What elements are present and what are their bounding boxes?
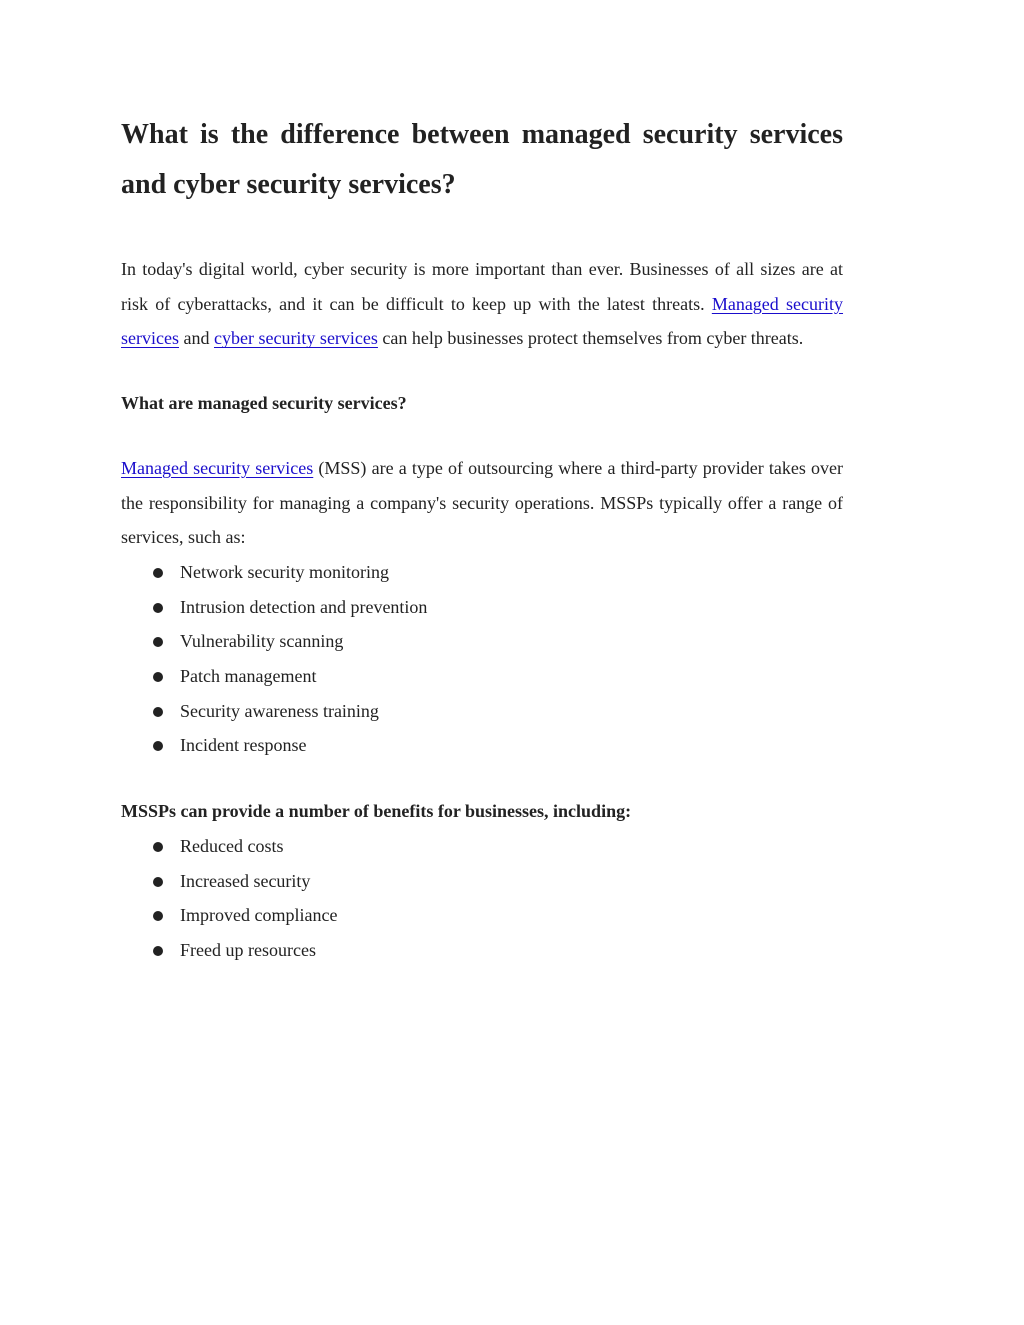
bullet-icon	[153, 741, 163, 751]
list-item-label: Freed up resources	[180, 939, 316, 960]
list-item	[121, 829, 843, 864]
cyber-security-services-link[interactable]: cyber security services	[213, 328, 378, 349]
bullet-icon	[153, 946, 163, 956]
list-item	[121, 659, 843, 694]
list-item-label: Network security monitoring	[180, 561, 389, 582]
list-item-label: Vulnerability scanning	[180, 631, 344, 652]
list-item	[121, 864, 843, 899]
list-item-label: Improved compliance	[180, 905, 338, 926]
managed-security-services-link-2[interactable]: Managed security services	[121, 457, 314, 478]
bullet-icon	[153, 707, 163, 717]
list-item	[121, 555, 843, 590]
section-heading-mss: What are managed security services?	[121, 393, 407, 414]
section-heading-benefits: MSSPs can provide a number of benefits for businesses, including:	[121, 801, 632, 822]
list-item-label: Security awareness training	[180, 700, 379, 721]
list-item-label: Increased security	[180, 870, 311, 891]
mss-paragraph-text: (MSS) are a type of outsourcing where a third-party provider takes over the responsibility for managing a company's security operations. MSSPs typically offer a range of services, such as:	[121, 457, 843, 548]
list-item-label: Intrusion detection and prevention	[180, 596, 428, 617]
bullet-icon	[153, 603, 163, 613]
page-title	[121, 110, 843, 210]
list-item	[121, 590, 843, 625]
bullet-icon	[153, 637, 163, 647]
bullet-icon	[153, 842, 163, 852]
benefits-list	[121, 829, 843, 968]
intro-paragraph	[121, 252, 843, 356]
list-item	[121, 933, 843, 968]
list-item	[121, 898, 843, 933]
title-line-2: and cyber security services?	[121, 169, 456, 200]
list-item-label: Reduced costs	[180, 835, 284, 856]
bullet-icon	[153, 568, 163, 578]
list-item	[121, 624, 843, 659]
intro-text-before: In today's digital world, cyber security is more important than ever. Businesses of all sizes are at risk of cyberattacks, and it can be difficult to keep up with the latest threats.	[121, 259, 843, 314]
mss-paragraph	[121, 451, 843, 555]
list-item-label: Incident response	[180, 735, 307, 756]
bullet-icon	[153, 877, 163, 887]
document-page	[121, 110, 843, 968]
bullet-icon	[153, 911, 163, 921]
bullet-icon	[153, 672, 163, 682]
intro-text-after: can help businesses protect themselves from cyber threats.	[377, 328, 804, 349]
mss-services-list	[121, 555, 843, 763]
list-item	[121, 694, 843, 729]
title-line-1: What is the difference between managed security services	[121, 119, 843, 150]
list-item	[121, 728, 843, 763]
managed-security-services-link[interactable]: Managed security services	[121, 293, 844, 349]
intro-text-between: and	[178, 328, 214, 349]
list-item-label: Patch management	[180, 666, 317, 687]
